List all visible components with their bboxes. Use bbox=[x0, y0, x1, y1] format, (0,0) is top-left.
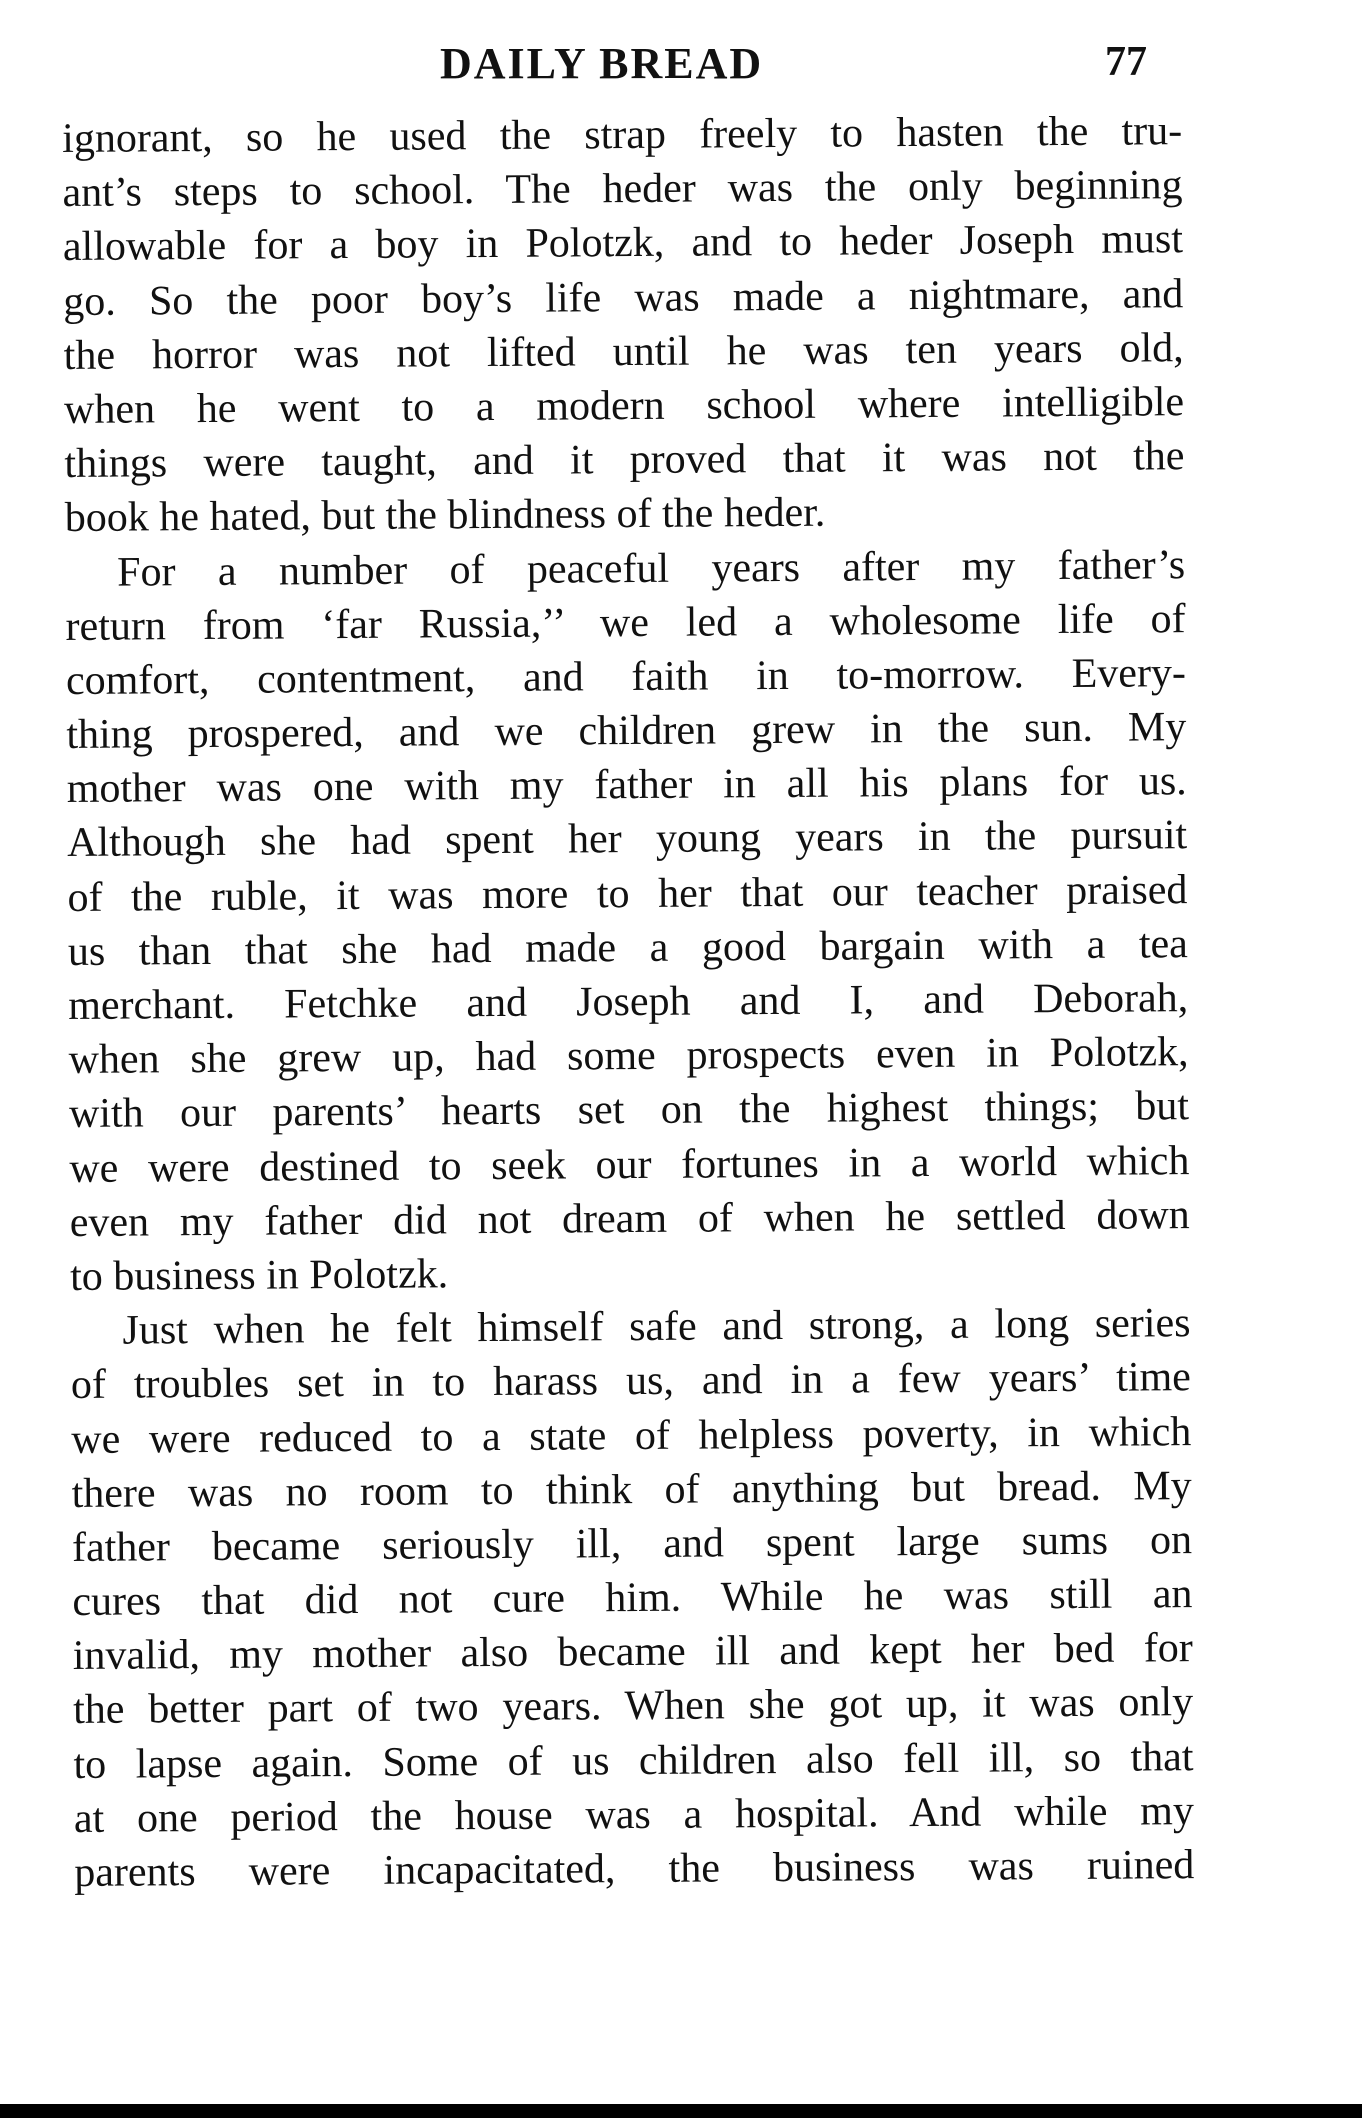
text-line: we were destined to seek our fortunes in a world which bbox=[69, 1137, 1190, 1192]
text-line: of troubles set in to harass us, and in a few years’ time bbox=[70, 1354, 1192, 1409]
text-line: Although she had spent her young years in the pursuit bbox=[66, 812, 1188, 867]
paragraph-2 bbox=[65, 538, 1190, 1304]
page-number: 77 bbox=[1105, 39, 1147, 85]
running-head bbox=[0, 32, 1362, 92]
text-line: when he went to a modern school where intelligible bbox=[63, 379, 1185, 433]
text-line: us than that she had made a good bargain with a tea bbox=[67, 920, 1188, 975]
text-line: the horror was not lifted until he was ten years old, bbox=[63, 324, 1184, 379]
scan-bottom-edge bbox=[0, 2104, 1362, 2118]
paragraph-1 bbox=[62, 104, 1185, 545]
text-line: there was no room to think of anything but bread. My bbox=[71, 1462, 1192, 1517]
text-line: merchant. Fetchke and Joseph and I, and Deborah, bbox=[68, 975, 1189, 1029]
text-line: return from ‘far Russia,’’ we led a wholesome life of bbox=[65, 595, 1186, 650]
text-line: things were taught, and it proved that it was not the bbox=[64, 433, 1185, 488]
text-line: parents were incapacitated, the business was ruined bbox=[74, 1842, 1195, 1896]
text-line: Just when he felt himself safe and strong, a long series bbox=[122, 1300, 1191, 1354]
text-line: to business in Polotzk. bbox=[69, 1251, 449, 1300]
text-line: ant’s steps to school. The heder was the only beginning bbox=[62, 162, 1183, 217]
text-line: book he hated, but the blindness of the heder. bbox=[64, 489, 826, 542]
text-line: the better part of two years. When she got up, it was only bbox=[72, 1679, 1194, 1734]
text-line: father became seriously ill, and spent large sums on bbox=[71, 1517, 1193, 1571]
text-line: go. So the poor boy’s life was made a nightmare, and bbox=[63, 270, 1184, 325]
text-line: even my father did not dream of when he settled down bbox=[69, 1191, 1190, 1246]
text-line: at one period the house was a hospital. And while my bbox=[73, 1787, 1195, 1842]
text-line: cures that did not cure him. While he was still an bbox=[72, 1571, 1193, 1626]
text-line: with our parents’ hearts set on the highest things; but bbox=[68, 1083, 1190, 1138]
text-line: mother was one with my father in all his plans for us. bbox=[66, 758, 1187, 813]
paragraph-3 bbox=[70, 1296, 1194, 1900]
text-line: ignorant, so he used the strap freely to hasten the tru- bbox=[62, 108, 1183, 162]
text-line: For a number of peaceful years after my father’s bbox=[117, 541, 1186, 596]
text-line: invalid, my mother also became ill and kept her bed for bbox=[72, 1625, 1193, 1680]
text-line: to lapse again. Some of us children also fell ill, so that bbox=[73, 1733, 1194, 1788]
text-line: allowable for a boy in Polotzk, and to heder Joseph must bbox=[62, 216, 1184, 271]
text-line: when she grew up, had some prospects even in Polotzk, bbox=[68, 1029, 1189, 1084]
text-line: comfort, contentment, and faith in to-morrow. Every- bbox=[65, 650, 1187, 704]
running-title: DAILY BREAD bbox=[440, 39, 764, 88]
text-line: thing prospered, and we children grew in the sun. My bbox=[66, 704, 1187, 759]
text-line: we were reduced to a state of helpless poverty, in which bbox=[71, 1408, 1192, 1463]
text-body bbox=[62, 104, 1194, 1900]
text-line: of the ruble, it was more to her that our teacher praised bbox=[67, 866, 1188, 921]
